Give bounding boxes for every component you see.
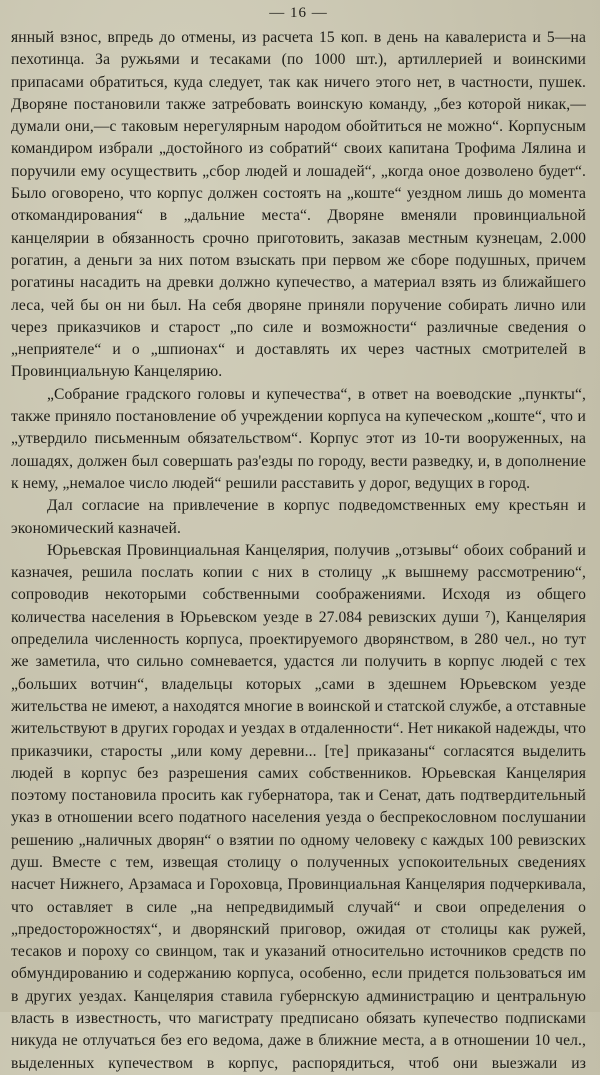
page-number: — 16 — [269, 5, 328, 21]
paragraph-2: „Собрание градского головы и купечества“, в ответ на воеводские „пункты“, также приняло постановление об учреждении корпуса на купеческом „коште“, что и „утвердило письменным обязательством“. Корпус этот из 10-ти вооруженных, на лошадях, должен был совершать раз'езды по городу, вести разведку, и, в дополнение к нему, „немалое число людей“ решили расставить у дорог, ведущих в город. [11, 385, 586, 492]
paragraph-3: Дал согласие на привлечение в корпус подведомственных ему крестьян и экономический казначей. [11, 497, 586, 537]
paragraph-4: Юрьевская Провинциальная Канцелярия, получив „отзывы“ обоих собраний и казначея, решила послать копии с них в столицу „к вышнему рассмотрению“, сопроводив некоторыми собственными соображениями. Исходя из общего количества населения в Юрьевском уезде в 27.084 ревизских души ⁷), Канцелярия определила численность корпуса, проектируемого дворянством, в 280 чел., но тут же заметила, что сильно сомневается, удастся ли получить в корпус людей с тех „больших вотчин“, владельцы которых „сами в здешнем Юрьевском уезде жительства не имеют, а находятся многие в воинской и статской службе, а отставные жительствуют в других городах и уездах в отдаленности“. Нет никакой надежды, что приказчики, старосты „или кому деревни... [те] приказаны“ согласятся выделить людей в корпус без разрешения самих собственников. Юрьевская Канцелярия поэтому постановила просить как губернатора, так и Сенат, дать подтвердительный указ в отношении всего податного населения уезда о беспрекословном послушании решению „наличных дворян“ о взятии по одному человеку с каждых 100 ревизских душ. Вместе с тем, извещая столицу о полученных успокоительных сведениях насчет Нижнего, Арзамаса и Гороховца, Провинциальная Канцелярия подчеркивала, что оставляет в силе „на непредвидимый случай“ и свои определения о „предосторожностях“, и дворянский приговор, ожидая от столицы как ружей, тесаков и пороху со свинцом, так и указаний относительно источников средств по обмундированию и содержанию корпуса, особенно, если придется пользоваться им в других уездах. Канцелярия ставила губернскую администрацию и центральную власть в известность, что магистрату предписано обязать купечество подписками никуда не отлучаться без его ведома, даже в ближние места, а в отношении 10 чел., выделенных купечеством в корпус, распорядиться, чтоб они выезжали из [11, 541, 587, 1072]
paragraph-1: янный взнос, впредь до отмены, из расчета 15 коп. в день на кавалериста и 5—на пехотинца. За ружьями и тесаками (по 1000 шт.), артиллерией и воинскими припасами обратиться, куда следует, так как ничего этого нет, в частности, пушек. Дворяне постановили также затребовать воинскую команду, „без которой никак,—думали они,—с таковым нерегулярным народом обойтиться не можно“. Корпусным командиром избрали „достойного из собратий“ своих капитана Трофима Лялина и поручили ему осуществить „сбор людей и лошадей“, „когда оное дозволено будет“. Было оговорено, что корпус должен состоять на „коште“ уездном лишь до момента откомандирования“ в „дальние места“. Дворяне вменяли провинциальной канцелярии в обязанность срочно приготовить, заказав местным кузнецам, 2.000 рогатин, а деньги за них потом взыскать при первом же сборе подушных, причем рогатины насадить на древки должно купечество, а материал взять из ближайшего леса, чей бы он ни был. На себя дворяне приняли поручение собирать лично или через приказчиков и старост „по силе и возможности“ различные сведения о „неприятеле“ и о „шпионах“ и доставлять их через частных смотрителей в Провинциальную Канцелярию. [11, 29, 586, 381]
